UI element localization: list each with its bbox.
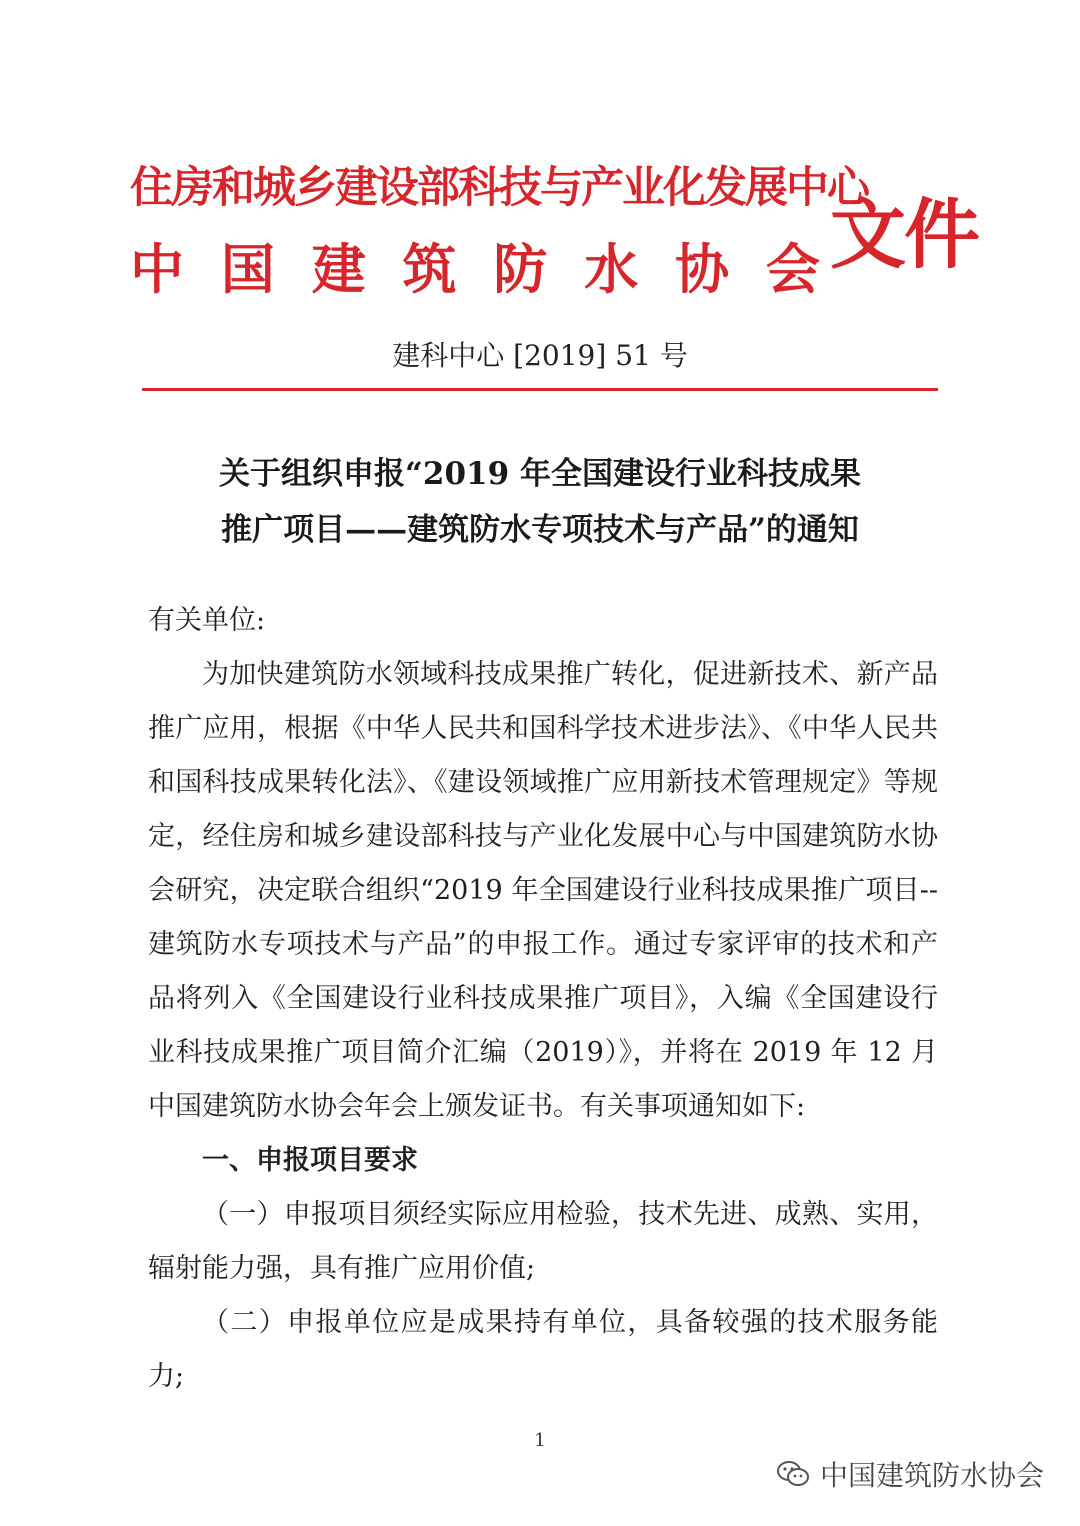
requirement-item-2: （二）申报单位应是成果持有单位，具备较强的技术服务能力; [148, 1307, 938, 1392]
notice-body [148, 594, 938, 1404]
wechat-watermark [776, 1452, 1044, 1496]
page-number: 1 [534, 1430, 546, 1451]
wechat-icon [776, 1459, 810, 1489]
notice-title [0, 446, 1080, 558]
watermark-text: 中国建筑防水协会 [819, 1459, 1044, 1492]
issuer-char: 建 [311, 238, 366, 301]
issuer-char: 水 [584, 238, 639, 301]
issuer-line-2 [130, 238, 820, 302]
requirement-item-1: （一）申报项目须经实际应用检验，技术先进、成熟、实用，辐射能力强，具有推广应用价值; [148, 1199, 938, 1284]
issuer-char: 中 [130, 238, 184, 301]
document-number: 建科中心 [2019] 51 号 [392, 339, 688, 372]
title-line-2: 推广项目——建筑防水专项技术与产品”的通知 [221, 512, 859, 548]
issuer-char: 防 [493, 238, 548, 301]
issuer-char: 国 [220, 238, 275, 301]
issuer-char: 会 [765, 238, 820, 301]
section-heading: 一、申报项目要求 [202, 1145, 418, 1176]
body-paragraph: 为加快建筑防水领域科技成果推广转化，促进新技术、新产品推广应用，根据《中华人民共和国科学技术进步法》、《中华人民共和国科技成果转化法》、《建设领域推广应用新技术管理规定》等规定，经住房和城乡建设部科技与产业化发展中心与中国建筑防水协会研究，决定联合组织“2019 年全国建设行业科技成果推广项目--建筑防水专项技术与产品”的申报工作。通过专家评审的技术和产品将列入《全国建设行业科技成果推广项目》，入编《全国建设行业科技成果推广项目简介汇编（2019）》，并将在 2019 年 12 月中国建筑防水协会年会上颁发证书。有关事项通知如下: [148, 659, 938, 1122]
issuer-line-1: 住房和城乡建设部科技与产业化发展中心 [130, 163, 868, 213]
document-header [130, 160, 978, 310]
title-line-1: 关于组织申报“2019 年全国建设行业科技成果 [219, 456, 861, 492]
issuer-char: 筑 [402, 238, 457, 301]
salutation: 有关单位: [148, 605, 266, 636]
document-word: 文件 [830, 190, 978, 279]
red-divider [142, 388, 938, 391]
issuer-char: 协 [675, 238, 730, 301]
